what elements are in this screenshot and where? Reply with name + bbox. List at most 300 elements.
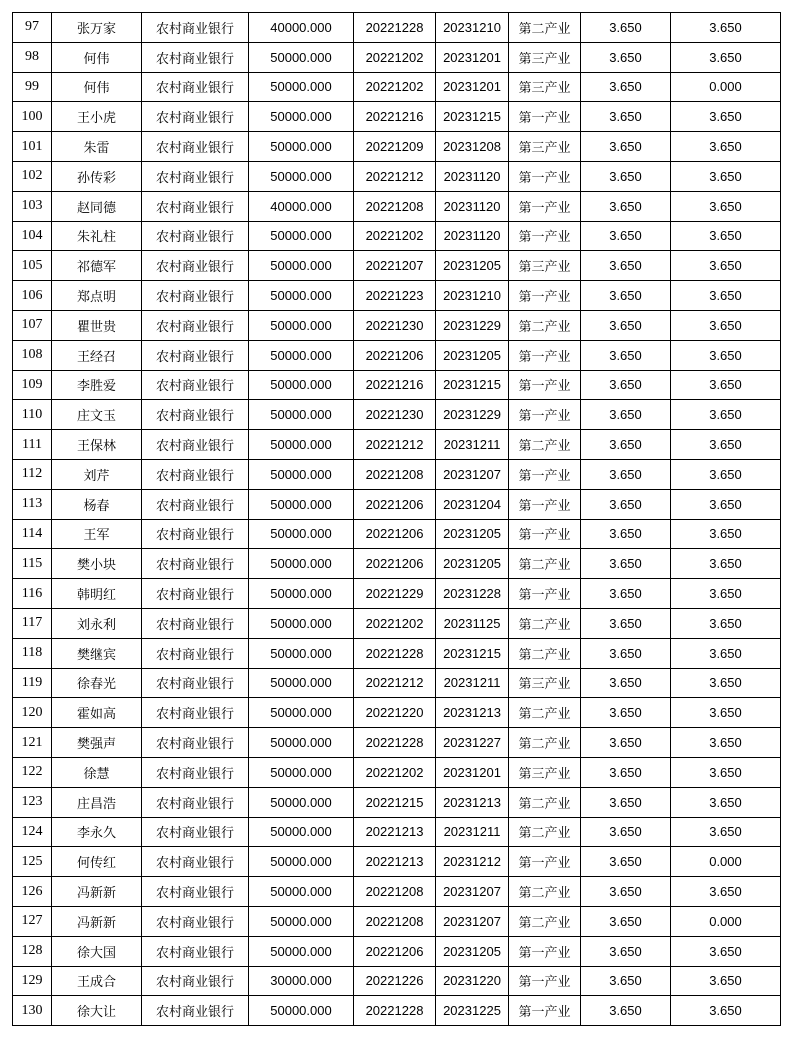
table-row [13, 757, 781, 787]
cell-bank: 农村商业银行 [142, 102, 249, 132]
cell-start-date: 20221213 [354, 847, 436, 877]
cell-start-date: 20221206 [354, 549, 436, 579]
cell-end-date: 20231207 [436, 459, 509, 489]
cell-industry: 第二产业 [509, 877, 581, 907]
cell-row-number: 115 [13, 549, 52, 579]
cell-name: 李永久 [52, 817, 142, 847]
cell-name: 王经召 [52, 340, 142, 370]
cell-industry: 第一产业 [509, 459, 581, 489]
cell-row-number: 111 [13, 430, 52, 460]
cell-end-date: 20231208 [436, 132, 509, 162]
cell-end-date: 20231211 [436, 817, 509, 847]
cell-row-number: 120 [13, 698, 52, 728]
cell-industry: 第一产业 [509, 370, 581, 400]
cell-bank: 农村商业银行 [142, 13, 249, 43]
cell-subsidy-rate: 3.650 [671, 132, 781, 162]
table-row [13, 161, 781, 191]
cell-industry: 第一产业 [509, 489, 581, 519]
cell-industry: 第二产业 [509, 698, 581, 728]
cell-rate: 3.650 [581, 191, 671, 221]
table-row [13, 370, 781, 400]
cell-start-date: 20221223 [354, 281, 436, 311]
cell-start-date: 20221228 [354, 728, 436, 758]
cell-industry: 第二产业 [509, 817, 581, 847]
cell-row-number: 123 [13, 787, 52, 817]
cell-loan-amount: 40000.000 [249, 191, 354, 221]
cell-name: 徐春光 [52, 668, 142, 698]
cell-subsidy-rate: 3.650 [671, 728, 781, 758]
cell-industry: 第一产业 [509, 191, 581, 221]
cell-name: 朱礼柱 [52, 221, 142, 251]
cell-rate: 3.650 [581, 251, 671, 281]
cell-industry: 第一产业 [509, 161, 581, 191]
cell-end-date: 20231125 [436, 608, 509, 638]
cell-start-date: 20221215 [354, 787, 436, 817]
cell-subsidy-rate: 3.650 [671, 519, 781, 549]
cell-name: 刘芹 [52, 459, 142, 489]
cell-rate: 3.650 [581, 996, 671, 1026]
cell-subsidy-rate: 3.650 [671, 251, 781, 281]
cell-rate: 3.650 [581, 340, 671, 370]
cell-row-number: 116 [13, 579, 52, 609]
table-row [13, 728, 781, 758]
cell-start-date: 20221212 [354, 161, 436, 191]
cell-subsidy-rate: 3.650 [671, 966, 781, 996]
cell-industry: 第一产业 [509, 400, 581, 430]
cell-loan-amount: 50000.000 [249, 459, 354, 489]
cell-row-number: 119 [13, 668, 52, 698]
cell-name: 霍如高 [52, 698, 142, 728]
cell-name: 孙传彩 [52, 161, 142, 191]
cell-loan-amount: 50000.000 [249, 102, 354, 132]
cell-industry: 第一产业 [509, 966, 581, 996]
cell-name: 李胜爱 [52, 370, 142, 400]
cell-subsidy-rate: 3.650 [671, 757, 781, 787]
cell-name: 王小虎 [52, 102, 142, 132]
document-page [12, 12, 780, 1026]
cell-end-date: 20231225 [436, 996, 509, 1026]
cell-name: 樊小块 [52, 549, 142, 579]
cell-rate: 3.650 [581, 161, 671, 191]
cell-row-number: 113 [13, 489, 52, 519]
table-row [13, 936, 781, 966]
cell-rate: 3.650 [581, 757, 671, 787]
cell-bank: 农村商业银行 [142, 757, 249, 787]
cell-bank: 农村商业银行 [142, 906, 249, 936]
cell-industry: 第一产业 [509, 221, 581, 251]
cell-loan-amount: 50000.000 [249, 340, 354, 370]
cell-industry: 第二产业 [509, 787, 581, 817]
cell-industry: 第一产业 [509, 281, 581, 311]
cell-row-number: 109 [13, 370, 52, 400]
cell-bank: 农村商业银行 [142, 519, 249, 549]
cell-start-date: 20221230 [354, 310, 436, 340]
table-row [13, 668, 781, 698]
cell-loan-amount: 50000.000 [249, 698, 354, 728]
table-row [13, 817, 781, 847]
cell-subsidy-rate: 0.000 [671, 72, 781, 102]
cell-loan-amount: 50000.000 [249, 310, 354, 340]
cell-loan-amount: 50000.000 [249, 877, 354, 907]
table-row [13, 638, 781, 668]
cell-loan-amount: 50000.000 [249, 728, 354, 758]
cell-row-number: 125 [13, 847, 52, 877]
cell-name: 王军 [52, 519, 142, 549]
cell-industry: 第三产业 [509, 42, 581, 72]
cell-bank: 农村商业银行 [142, 728, 249, 758]
cell-start-date: 20221208 [354, 191, 436, 221]
cell-start-date: 20221228 [354, 996, 436, 1026]
table-row [13, 549, 781, 579]
cell-subsidy-rate: 3.650 [671, 668, 781, 698]
table-row [13, 906, 781, 936]
cell-industry: 第三产业 [509, 668, 581, 698]
cell-start-date: 20221206 [354, 489, 436, 519]
cell-rate: 3.650 [581, 310, 671, 340]
cell-rate: 3.650 [581, 72, 671, 102]
cell-subsidy-rate: 3.650 [671, 102, 781, 132]
cell-rate: 3.650 [581, 877, 671, 907]
cell-row-number: 104 [13, 221, 52, 251]
cell-loan-amount: 50000.000 [249, 370, 354, 400]
cell-rate: 3.650 [581, 102, 671, 132]
cell-bank: 农村商业银行 [142, 549, 249, 579]
cell-name: 樊继宾 [52, 638, 142, 668]
cell-start-date: 20221202 [354, 221, 436, 251]
cell-subsidy-rate: 3.650 [671, 430, 781, 460]
cell-end-date: 20231220 [436, 966, 509, 996]
cell-start-date: 20221206 [354, 340, 436, 370]
cell-loan-amount: 50000.000 [249, 42, 354, 72]
cell-loan-amount: 50000.000 [249, 817, 354, 847]
cell-industry: 第一产业 [509, 996, 581, 1026]
cell-rate: 3.650 [581, 221, 671, 251]
cell-end-date: 20231205 [436, 340, 509, 370]
cell-start-date: 20221206 [354, 936, 436, 966]
cell-subsidy-rate: 3.650 [671, 489, 781, 519]
cell-bank: 农村商业银行 [142, 430, 249, 460]
cell-industry: 第一产业 [509, 579, 581, 609]
cell-rate: 3.650 [581, 281, 671, 311]
cell-industry: 第二产业 [509, 430, 581, 460]
cell-bank: 农村商业银行 [142, 638, 249, 668]
cell-subsidy-rate: 3.650 [671, 996, 781, 1026]
cell-name: 韩明红 [52, 579, 142, 609]
cell-subsidy-rate: 3.650 [671, 400, 781, 430]
cell-rate: 3.650 [581, 549, 671, 579]
cell-name: 朱雷 [52, 132, 142, 162]
cell-end-date: 20231228 [436, 579, 509, 609]
cell-start-date: 20221226 [354, 966, 436, 996]
cell-loan-amount: 50000.000 [249, 996, 354, 1026]
cell-subsidy-rate: 3.650 [671, 817, 781, 847]
cell-rate: 3.650 [581, 608, 671, 638]
cell-start-date: 20221213 [354, 817, 436, 847]
cell-industry: 第一产业 [509, 340, 581, 370]
cell-loan-amount: 50000.000 [249, 757, 354, 787]
cell-bank: 农村商业银行 [142, 817, 249, 847]
cell-start-date: 20221207 [354, 251, 436, 281]
cell-rate: 3.650 [581, 400, 671, 430]
cell-industry: 第一产业 [509, 102, 581, 132]
cell-row-number: 130 [13, 996, 52, 1026]
cell-loan-amount: 40000.000 [249, 13, 354, 43]
cell-start-date: 20221229 [354, 579, 436, 609]
cell-end-date: 20231205 [436, 936, 509, 966]
table-row [13, 519, 781, 549]
table-row [13, 191, 781, 221]
cell-name: 王成合 [52, 966, 142, 996]
cell-rate: 3.650 [581, 936, 671, 966]
cell-end-date: 20231201 [436, 72, 509, 102]
cell-subsidy-rate: 0.000 [671, 847, 781, 877]
cell-subsidy-rate: 3.650 [671, 191, 781, 221]
cell-loan-amount: 30000.000 [249, 966, 354, 996]
table-row [13, 787, 781, 817]
cell-row-number: 98 [13, 42, 52, 72]
cell-row-number: 107 [13, 310, 52, 340]
cell-start-date: 20221228 [354, 638, 436, 668]
table-row [13, 608, 781, 638]
cell-row-number: 121 [13, 728, 52, 758]
cell-loan-amount: 50000.000 [249, 638, 354, 668]
cell-start-date: 20221202 [354, 608, 436, 638]
cell-rate: 3.650 [581, 668, 671, 698]
cell-start-date: 20221202 [354, 42, 436, 72]
cell-bank: 农村商业银行 [142, 877, 249, 907]
cell-end-date: 20231201 [436, 42, 509, 72]
cell-bank: 农村商业银行 [142, 340, 249, 370]
cell-bank: 农村商业银行 [142, 936, 249, 966]
table-row [13, 221, 781, 251]
cell-rate: 3.650 [581, 728, 671, 758]
cell-subsidy-rate: 3.650 [671, 459, 781, 489]
cell-start-date: 20221208 [354, 906, 436, 936]
cell-end-date: 20231215 [436, 102, 509, 132]
cell-industry: 第二产业 [509, 13, 581, 43]
cell-subsidy-rate: 0.000 [671, 906, 781, 936]
cell-rate: 3.650 [581, 698, 671, 728]
cell-bank: 农村商业银行 [142, 698, 249, 728]
cell-industry: 第三产业 [509, 72, 581, 102]
cell-row-number: 112 [13, 459, 52, 489]
cell-loan-amount: 50000.000 [249, 579, 354, 609]
cell-name: 冯新新 [52, 877, 142, 907]
cell-end-date: 20231207 [436, 906, 509, 936]
table-row [13, 400, 781, 430]
cell-start-date: 20221208 [354, 459, 436, 489]
cell-subsidy-rate: 3.650 [671, 877, 781, 907]
cell-bank: 农村商业银行 [142, 459, 249, 489]
cell-end-date: 20231120 [436, 191, 509, 221]
cell-row-number: 127 [13, 906, 52, 936]
cell-loan-amount: 50000.000 [249, 489, 354, 519]
cell-end-date: 20231211 [436, 430, 509, 460]
cell-row-number: 129 [13, 966, 52, 996]
cell-start-date: 20221220 [354, 698, 436, 728]
cell-row-number: 101 [13, 132, 52, 162]
cell-row-number: 124 [13, 817, 52, 847]
cell-rate: 3.650 [581, 638, 671, 668]
table-row [13, 430, 781, 460]
cell-loan-amount: 50000.000 [249, 608, 354, 638]
cell-rate: 3.650 [581, 966, 671, 996]
cell-rate: 3.650 [581, 489, 671, 519]
cell-name: 赵同德 [52, 191, 142, 221]
table-row [13, 996, 781, 1026]
cell-rate: 3.650 [581, 787, 671, 817]
cell-bank: 农村商业银行 [142, 370, 249, 400]
cell-rate: 3.650 [581, 370, 671, 400]
cell-bank: 农村商业银行 [142, 191, 249, 221]
cell-row-number: 118 [13, 638, 52, 668]
cell-industry: 第三产业 [509, 132, 581, 162]
cell-end-date: 20231215 [436, 370, 509, 400]
cell-end-date: 20231201 [436, 757, 509, 787]
cell-loan-amount: 50000.000 [249, 787, 354, 817]
cell-name: 瞿世贵 [52, 310, 142, 340]
cell-start-date: 20221212 [354, 668, 436, 698]
cell-rate: 3.650 [581, 579, 671, 609]
cell-loan-amount: 50000.000 [249, 400, 354, 430]
cell-row-number: 122 [13, 757, 52, 787]
cell-subsidy-rate: 3.650 [671, 608, 781, 638]
table-body [13, 13, 781, 1026]
cell-bank: 农村商业银行 [142, 579, 249, 609]
cell-row-number: 108 [13, 340, 52, 370]
cell-bank: 农村商业银行 [142, 72, 249, 102]
cell-bank: 农村商业银行 [142, 668, 249, 698]
cell-start-date: 20221216 [354, 370, 436, 400]
cell-industry: 第二产业 [509, 608, 581, 638]
cell-name: 何伟 [52, 42, 142, 72]
cell-subsidy-rate: 3.650 [671, 13, 781, 43]
cell-rate: 3.650 [581, 459, 671, 489]
cell-industry: 第一产业 [509, 936, 581, 966]
cell-loan-amount: 50000.000 [249, 936, 354, 966]
cell-rate: 3.650 [581, 42, 671, 72]
table-row [13, 13, 781, 43]
cell-loan-amount: 50000.000 [249, 281, 354, 311]
cell-rate: 3.650 [581, 430, 671, 460]
cell-industry: 第二产业 [509, 728, 581, 758]
cell-name: 徐慧 [52, 757, 142, 787]
cell-subsidy-rate: 3.650 [671, 42, 781, 72]
cell-bank: 农村商业银行 [142, 281, 249, 311]
cell-industry: 第二产业 [509, 549, 581, 579]
cell-loan-amount: 50000.000 [249, 161, 354, 191]
cell-name: 庄昌浩 [52, 787, 142, 817]
cell-bank: 农村商业银行 [142, 310, 249, 340]
cell-name: 冯新新 [52, 906, 142, 936]
cell-loan-amount: 50000.000 [249, 847, 354, 877]
cell-row-number: 100 [13, 102, 52, 132]
cell-subsidy-rate: 3.650 [671, 281, 781, 311]
cell-end-date: 20231210 [436, 281, 509, 311]
table-row [13, 877, 781, 907]
cell-subsidy-rate: 3.650 [671, 221, 781, 251]
cell-rate: 3.650 [581, 817, 671, 847]
cell-row-number: 97 [13, 13, 52, 43]
cell-name: 徐大国 [52, 936, 142, 966]
cell-row-number: 114 [13, 519, 52, 549]
cell-bank: 农村商业银行 [142, 161, 249, 191]
cell-row-number: 126 [13, 877, 52, 907]
cell-end-date: 20231204 [436, 489, 509, 519]
cell-loan-amount: 50000.000 [249, 668, 354, 698]
cell-bank: 农村商业银行 [142, 996, 249, 1026]
cell-end-date: 20231205 [436, 251, 509, 281]
cell-end-date: 20231205 [436, 519, 509, 549]
cell-start-date: 20221202 [354, 757, 436, 787]
cell-name: 何伟 [52, 72, 142, 102]
cell-end-date: 20231120 [436, 221, 509, 251]
cell-subsidy-rate: 3.650 [671, 161, 781, 191]
cell-end-date: 20231229 [436, 310, 509, 340]
cell-end-date: 20231210 [436, 13, 509, 43]
cell-name: 庄文玉 [52, 400, 142, 430]
cell-end-date: 20231229 [436, 400, 509, 430]
table-row [13, 102, 781, 132]
cell-loan-amount: 50000.000 [249, 430, 354, 460]
cell-row-number: 106 [13, 281, 52, 311]
table-row [13, 132, 781, 162]
cell-name: 王保林 [52, 430, 142, 460]
cell-loan-amount: 50000.000 [249, 251, 354, 281]
cell-end-date: 20231207 [436, 877, 509, 907]
table-row [13, 966, 781, 996]
table-row [13, 310, 781, 340]
cell-end-date: 20231213 [436, 698, 509, 728]
cell-bank: 农村商业银行 [142, 489, 249, 519]
loan-table [12, 12, 781, 1026]
cell-name: 徐大让 [52, 996, 142, 1026]
cell-end-date: 20231211 [436, 668, 509, 698]
cell-end-date: 20231205 [436, 549, 509, 579]
cell-row-number: 117 [13, 608, 52, 638]
cell-industry: 第三产业 [509, 251, 581, 281]
cell-end-date: 20231227 [436, 728, 509, 758]
cell-industry: 第二产业 [509, 638, 581, 668]
table-row [13, 489, 781, 519]
table-row [13, 459, 781, 489]
table-row [13, 251, 781, 281]
cell-name: 樊强声 [52, 728, 142, 758]
cell-loan-amount: 50000.000 [249, 906, 354, 936]
cell-start-date: 20221206 [354, 519, 436, 549]
cell-rate: 3.650 [581, 132, 671, 162]
cell-start-date: 20221216 [354, 102, 436, 132]
table-row [13, 847, 781, 877]
cell-row-number: 105 [13, 251, 52, 281]
cell-bank: 农村商业银行 [142, 132, 249, 162]
cell-name: 张万家 [52, 13, 142, 43]
cell-rate: 3.650 [581, 906, 671, 936]
cell-bank: 农村商业银行 [142, 966, 249, 996]
table-row [13, 72, 781, 102]
cell-loan-amount: 50000.000 [249, 549, 354, 579]
cell-subsidy-rate: 3.650 [671, 310, 781, 340]
cell-end-date: 20231215 [436, 638, 509, 668]
cell-end-date: 20231213 [436, 787, 509, 817]
cell-subsidy-rate: 3.650 [671, 370, 781, 400]
cell-subsidy-rate: 3.650 [671, 698, 781, 728]
cell-start-date: 20221230 [354, 400, 436, 430]
cell-name: 刘永利 [52, 608, 142, 638]
cell-row-number: 99 [13, 72, 52, 102]
cell-subsidy-rate: 3.650 [671, 579, 781, 609]
cell-start-date: 20221209 [354, 132, 436, 162]
